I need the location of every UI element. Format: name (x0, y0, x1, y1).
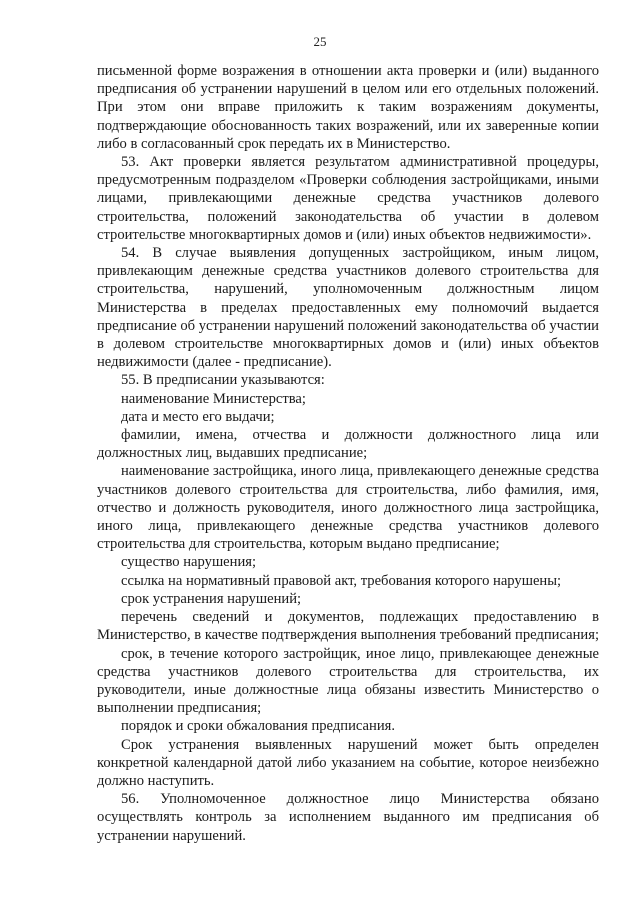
paragraph-continuation: письменной форме возражения в отношении акта проверки и (или) выданного предписания об устранении нарушений в целом или его отдельных положений. При этом они вправе приложить к таким возражениям документы, подтверждающие обоснованность таких возражений, или их заверенные копии либо в согласованный срок передать их в Министерство. (97, 63, 599, 152)
paragraph-55-heading: 55. В предписании указываются: (121, 372, 325, 389)
paragraph-53: 53. Акт проверки является результатом административной процедуры, предусмотренным подразделом «Проверки соблюдения застройщиками, иными лицами, привлекающими денежные средства участников долевого строительства, положений законодательства об участии в долевом строительстве многоквартирных домов и (или) иных объектов недвижимости». (97, 154, 599, 243)
list-item-developer: наименование застройщика, иного лица, привлекающего денежные средства участников долевого строительства для строительства, либо фамилия, имя, отчество и должность руководителя, иного должностного лица застройщика, иного лица, привлекающего денежные средства участников долевого строительства для строительства, которым выдано предписание; (97, 463, 599, 553)
list-item-legal-act: ссылка на нормативный правовой акт, требования которого нарушены; (121, 572, 562, 589)
paragraph-deadline-definition: Срок устранения выявленных нарушений может быть определен конкретной календарной датой либо указанием на событие, которое неизбежно должно наступить. (97, 736, 599, 789)
paragraph-56: 56. Уполномоченное должностное лицо Министерства обязано осуществлять контроль за исполнением выданного им предписания об устранении нарушений. (97, 791, 599, 844)
list-item-violation-essence: существо нарушения; (121, 554, 257, 571)
paragraph-54: 54. В случае выявления допущенных застройщиком, иным лицом, привлекающим денежные средства участников долевого строительства для строительства, нарушений, уполномоченным должностным лицом Министерства в пределах предоставленных ему полномочий выдается предписание об устранении нарушений положений законодательства об участии в долевом строительстве многоквартирных домов и (или) иных объектов недвижимости (далее - предписание). (97, 245, 599, 371)
document-body (97, 62, 599, 845)
list-item-appeal: порядок и сроки обжалования предписания. (121, 718, 395, 735)
page-number: 25 (313, 34, 327, 49)
list-item-deadline: срок устранения нарушений; (121, 590, 302, 607)
list-item-date-place: дата и место его выдачи; (121, 408, 275, 425)
list-item-ministry-name: наименование Министерства; (121, 390, 306, 407)
list-item-officials: фамилии, имена, отчества и должности должностного лица или должностных лиц, выдавших предписание; (97, 427, 599, 462)
list-item-notification-term: срок, в течение которого застройщик, иное лицо, привлекающее денежные средства участников долевого строительства для строительства, их руководители, иные должностные лица обязаны известить Министерство о выполнении предписания; (97, 645, 599, 717)
list-item-documents: перечень сведений и документов, подлежащих предоставлению в Министерство, в качестве подтверждения выполнения требований предписания; (97, 609, 600, 644)
